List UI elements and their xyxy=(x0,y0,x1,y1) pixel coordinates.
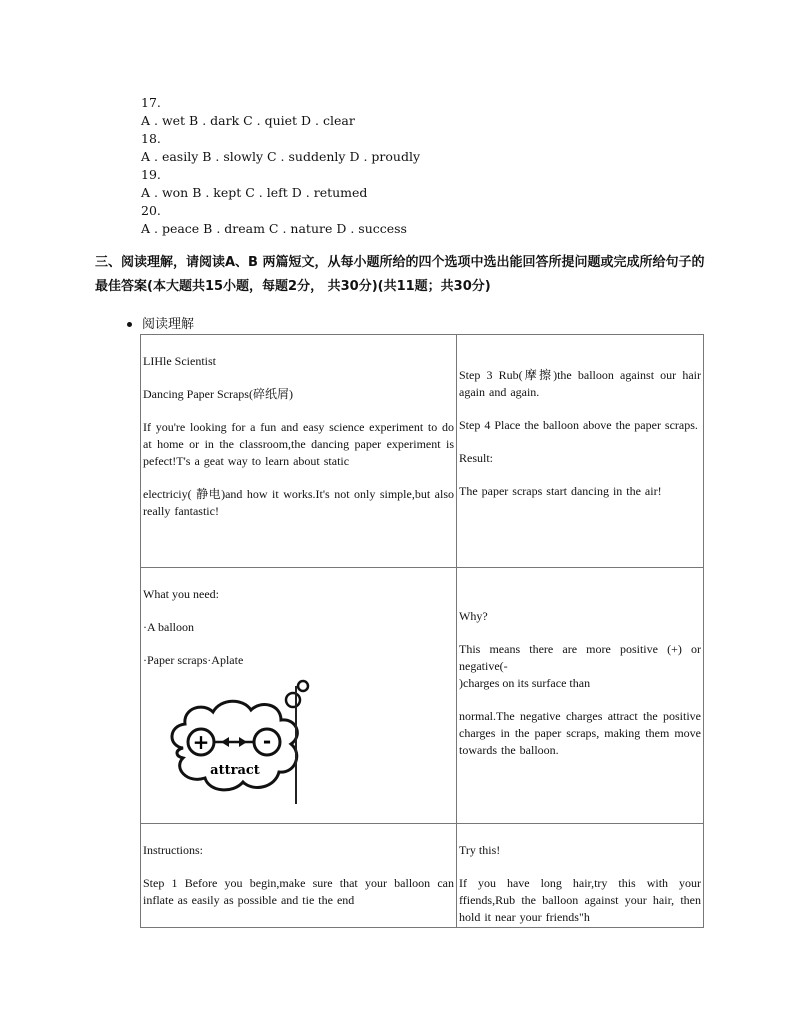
question-number: 20. xyxy=(141,203,161,218)
table-row xyxy=(141,568,704,824)
question-options: A . peace B . dream C . nature D . success xyxy=(141,221,407,236)
table-cell xyxy=(457,568,704,824)
question-number: 17. xyxy=(141,95,161,110)
passage-subtitle: Dancing Paper Scraps(碎纸屑) xyxy=(143,387,293,401)
why-label: Why? xyxy=(459,609,488,623)
passage-title: LIHle Scientist xyxy=(143,354,216,368)
result-label: Result: xyxy=(459,451,494,465)
try-text: If you have long hair,try this with your ffiends,Rub the balloon against your hair, then hold it near your friends"h xyxy=(459,876,701,924)
diagram-divider xyxy=(295,686,297,804)
passage-intro: If you're looking for a fun and easy science experiment to do at home or in the classroom,the dancing paper experiment is pefect!T's a geat way to learn about static xyxy=(143,420,454,468)
table-row xyxy=(141,824,704,928)
step-4: Step 4 Place the balloon above the paper scraps. xyxy=(459,418,698,432)
need-label: What you need: xyxy=(143,587,219,601)
step-1: Step 1 Before you begin,make sure that your balloon can inflate as easily as possible and tie the end xyxy=(143,876,454,907)
bullet-label: 阅读理解 xyxy=(142,317,195,332)
why-text-3: normal.The negative charges attract the positive charges in the paper scraps, making them move towards the balloon. xyxy=(459,709,701,757)
table-cell xyxy=(141,335,457,568)
bullet-item xyxy=(127,313,194,332)
question-number: 19. xyxy=(141,167,161,182)
question-options: A . wet B . dark C . quiet D . clear xyxy=(141,113,355,128)
arrow-right-icon xyxy=(239,737,247,747)
question-number: 18. xyxy=(141,131,161,146)
table-cell xyxy=(141,568,457,824)
table-cell xyxy=(457,824,704,928)
table-cell xyxy=(457,335,704,568)
instructions-label: Instructions: xyxy=(143,843,203,857)
question-options: A . easily B . slowly C . suddenly D . proudly xyxy=(141,149,421,164)
attract-diagram xyxy=(163,678,323,813)
minus-sign: - xyxy=(262,729,272,753)
plus-sign: + xyxy=(192,730,210,754)
attract-label: attract xyxy=(210,763,260,778)
question-options: A . won B . kept C . left D . retumed xyxy=(141,185,368,200)
reading-passage-table xyxy=(140,334,704,928)
try-label: Try this! xyxy=(459,843,501,857)
arrow-left-icon xyxy=(221,737,229,747)
step-3: Step 3 Rub(摩擦)the balloon against our hair again and again. xyxy=(459,368,701,399)
table-row xyxy=(141,335,704,568)
bubble-small xyxy=(298,681,308,691)
need-item-balloon: ·A balloon xyxy=(143,620,194,634)
section-heading: 三、阅读理解，请阅读A、B 两篇短文，从每小题所给的四个选项中选出能回答所提问题或完成所给句子的最佳答案(本大题共15小题，每题2分， 共30分)(共11题；共30分) xyxy=(95,255,705,294)
table-cell xyxy=(141,824,457,928)
passage-intro-cont: electriciy( 静电)and how it works.It's not only simple,but also really fantastic! xyxy=(143,487,454,518)
bullet-dot-icon xyxy=(127,322,132,327)
why-text-1: This means there are more positive (+) or negative(- xyxy=(459,642,701,673)
result-text: The paper scraps start dancing in the air! xyxy=(459,484,662,498)
need-item-paper: ·Paper scraps·Aplate xyxy=(143,653,244,667)
why-text-2: )charges on its surface than xyxy=(459,676,591,690)
bubble-large xyxy=(286,693,300,707)
